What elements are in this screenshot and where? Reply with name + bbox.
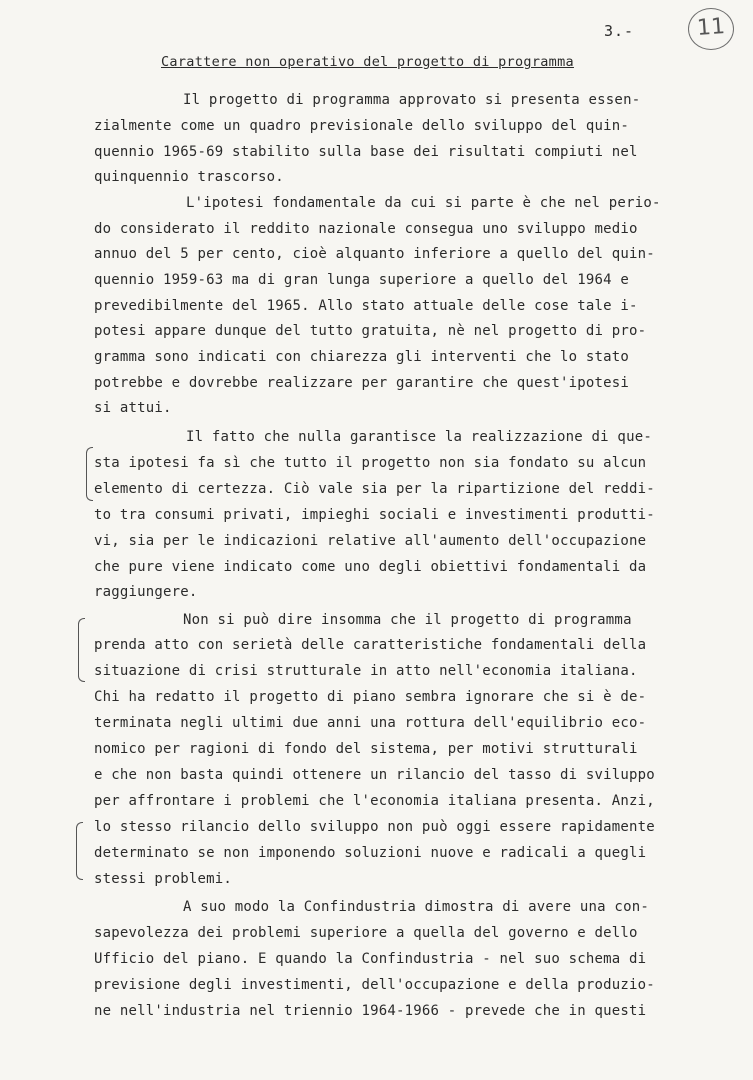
text-line: elemento di certezza. Ciò vale sia per la ripartizione del reddi- — [94, 481, 655, 497]
text-line: Chi ha redatto il progetto di piano sembra ignorare che si è de- — [94, 689, 647, 705]
text-line: Non si può dire insomma che il progetto di programma — [183, 612, 632, 628]
text-line: potrebbe e dovrebbe realizzare per garantire che quest'ipotesi — [94, 375, 629, 391]
text-line: Il fatto che nulla garantisce la realizzazione di que- — [186, 429, 652, 445]
margin-bracket — [78, 618, 85, 682]
text-line: si attui. — [94, 400, 172, 416]
text-line: vi, sia per le indicazioni relative all'aumento dell'occupazione — [94, 533, 647, 549]
text-line: che pure viene indicato come uno degli obiettivi fondamentali da — [94, 559, 647, 575]
text-line: determinato se non imponendo soluzioni nuove e radicali a quegli — [94, 845, 647, 861]
text-line: ne nell'industria nel triennio 1964-1966 - prevede che in questi — [94, 1003, 647, 1019]
text-line: per affrontare i problemi che l'economia italiana presenta. Anzi, — [94, 793, 655, 809]
text-line: sapevolezza dei problemi superiore a quella del governo e dello — [94, 925, 638, 941]
margin-bracket — [76, 822, 83, 880]
text-line: sta ipotesi fa sì che tutto il progetto non sia fondato su alcun — [94, 455, 647, 471]
text-line: prevedibilmente del 1965. Allo stato attuale delle cose tale i- — [94, 298, 638, 314]
text-line: e che non basta quindi ottenere un rilancio del tasso di sviluppo — [94, 767, 655, 783]
text-line: Il progetto di programma approvato si presenta essen- — [183, 92, 641, 108]
text-line: quennio 1965-69 stabilito sulla base dei risultati compiuti nel — [94, 144, 638, 160]
text-line: prenda atto con serietà delle caratteristiche fondamentali della — [94, 637, 647, 653]
margin-bracket — [86, 447, 93, 501]
text-line: nomico per ragioni di fondo del sistema, per motivi strutturali — [94, 741, 638, 757]
text-line: situazione di crisi strutturale in atto nell'economia italiana. — [94, 663, 638, 679]
text-line: gramma sono indicati con chiarezza gli interventi che lo stato — [94, 349, 629, 365]
text-line: zialmente come un quadro previsionale dello sviluppo del quin- — [94, 118, 629, 134]
text-line: L'ipotesi fondamentale da cui si parte è che nel perio- — [186, 195, 661, 211]
archive-stamp-number: 11 — [696, 14, 726, 41]
text-line: lo stesso rilancio dello sviluppo non può oggi essere rapidamente — [94, 819, 655, 835]
page-number: 3.- — [604, 22, 635, 40]
text-line: previsione degli investimenti, dell'occupazione e della produzio- — [94, 977, 655, 993]
text-line: quennio 1959-63 ma di gran lunga superiore a quello del 1964 e — [94, 272, 629, 288]
text-line: stessi problemi. — [94, 871, 233, 887]
text-line: do considerato il reddito nazionale consegua uno sviluppo medio — [94, 221, 638, 237]
text-line: to tra consumi privati, impieghi sociali e investimenti produtti- — [94, 507, 655, 523]
text-line: A suo modo la Confindustria dimostra di avere una con- — [183, 899, 649, 915]
text-line: Ufficio del piano. E quando la Confindustria - nel suo schema di — [94, 951, 647, 967]
text-line: potesi appare dunque del tutto gratuita, nè nel progetto di pro- — [94, 323, 647, 339]
text-line: raggiungere. — [94, 584, 198, 600]
document-title: Carattere non operativo del progetto di programma — [161, 54, 574, 70]
text-line: quinquennio trascorso. — [94, 169, 284, 185]
text-line: terminata negli ultimi due anni una rottura dell'equilibrio eco- — [94, 715, 647, 731]
text-line: annuo del 5 per cento, cioè alquanto inferiore a quello del quin- — [94, 246, 655, 262]
